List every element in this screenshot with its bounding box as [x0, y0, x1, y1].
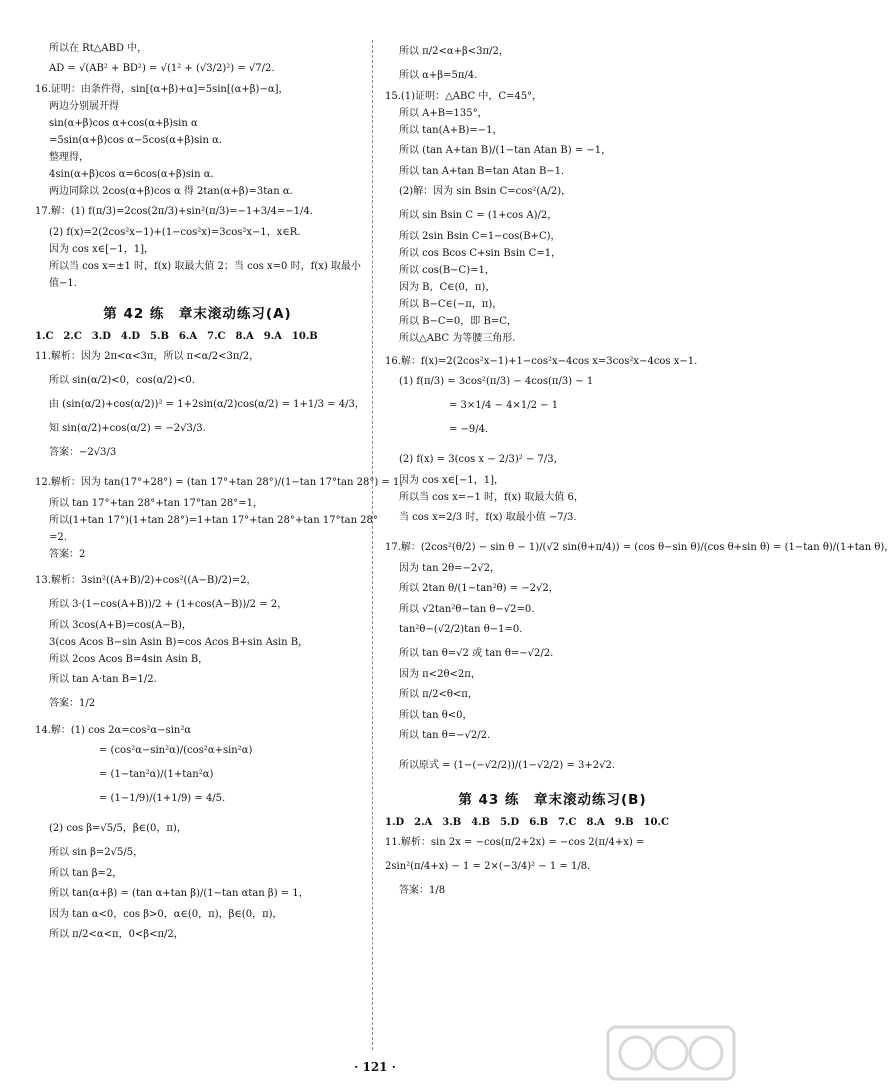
text-line: sin(α+β)cos α+cos(α+β)sin α — [49, 118, 198, 129]
text-line: 当 cos x=2/3 时，f(x) 取最小值 −7/3. — [399, 512, 577, 523]
text-line: 答案：2 — [49, 549, 86, 560]
left-bottom-block — [35, 345, 410, 947]
text-line: = 3×1/4 − 4×1/2 − 1 — [449, 400, 559, 411]
text-line: (2) f(x)=2(2cos²x−1)+(1−cos²x)=3cos²x−1，x∈R. — [49, 227, 301, 238]
text-line: 所以 tan A·tan B=1/2. — [49, 674, 157, 685]
text-line: 所以 tan A+tan B=tan Atan B−1. — [399, 166, 565, 177]
text-line: 因为 cos x∈[−1，1]， — [49, 244, 155, 255]
text-line: 16.证明：由条件得，sin[(α+β)+α]=5sin[(α+β)−α]， — [35, 84, 289, 95]
text-line: 所以 π/2<α<π，0<β<π/2， — [49, 929, 184, 940]
section-heading-42: 第 42 练 章末滚动练习(A) — [103, 306, 292, 322]
right-top-block — [385, 40, 894, 778]
answer-key-42: 1.C 2.C 3.D 4.D 5.B 6.A 7.C 8.A 9.A 10.B — [35, 331, 318, 342]
text-line: 因为 cos x∈[−1，1]， — [399, 475, 505, 486]
text-line: 两边同除以 2cos(α+β)cos α 得 2tan(α+β)=3tan α. — [49, 186, 293, 197]
column-divider — [372, 40, 373, 1050]
text-line: =2. — [49, 532, 67, 543]
text-line: 所以 B−C=0，即 B=C， — [399, 316, 517, 327]
text-line: = (1−1/9)/(1+1/9) = 4/5. — [99, 793, 226, 804]
text-line: 所以当 cos x=±1 时，f(x) 取最大值 2；当 cos x=0 时，f(x) 取最小 — [49, 261, 361, 272]
text-line: (2)解：因为 sin Bsin C=cos²(A/2)， — [399, 186, 572, 197]
text-line: tan²θ−(√2/2)tan θ−1=0. — [399, 624, 523, 635]
text-line: 所以原式 = (1−(−√2/2))/(1−√2/2) = 3+2√2. — [399, 760, 616, 771]
text-line: 所以 tan(A+B)=−1， — [399, 125, 503, 136]
text-line: 所以 tan(α+β) = (tan α+tan β)/(1−tan αtan β) = 1， — [49, 888, 309, 899]
text-line: 所以 (tan A+tan B)/(1−tan Atan B) = −1， — [399, 145, 612, 156]
text-line: 所以 cos(B−C)=1， — [399, 265, 495, 276]
text-line: 所以 2cos Acos B=4sin Asin B， — [49, 654, 209, 665]
text-line: 由 (sin(α/2)+cos(α/2))² = 1+2sin(α/2)cos(α/2) = 1+1/3 = 4/3， — [49, 399, 365, 410]
text-line: 所以 sin(α/2)<0，cos(α/2)<0. — [49, 375, 195, 386]
text-line: 答案：1/8 — [399, 885, 446, 896]
text-line: (1) f(π/3) = 3cos²(π/3) − 4cos(π/3) − 1 — [399, 376, 594, 387]
text-line: 所以当 cos x=−1 时，f(x) 取最大值 6， — [399, 492, 584, 503]
text-line: 答案：1/2 — [49, 698, 96, 709]
text-line: (2) f(x) = 3(cos x − 2/3)² − 7/3， — [399, 454, 564, 465]
text-line: 15.(1)证明：△ABC 中，C=45°， — [385, 91, 543, 102]
text-line: 所以 3cos(A+B)=cos(A−B)， — [49, 620, 192, 631]
right-bottom-block — [385, 831, 720, 903]
text-line: 所以 tan θ=√2 或 tan θ=−√2/2. — [399, 648, 554, 659]
text-line: 14.解：(1) cos 2α=cos²α−sin²α — [35, 725, 192, 736]
text-line: 所以 sin Bsin C = (1+cos A)/2， — [399, 210, 558, 221]
text-line: = (1−tan²α)/(1+tan²α) — [99, 769, 214, 780]
text-line: 因为 tan α<0，cos β>0，α∈(0，π)，β∈(0，π)， — [49, 909, 283, 920]
text-line: 所以 2tan θ/(1−tan²θ) = −2√2， — [399, 583, 559, 594]
text-line: 16.解：f(x)=2(2cos²x−1)+1−cos²x−4cos x=3cos²x−4cos x−1. — [385, 356, 698, 367]
text-line: 所以 tan θ=−√2/2. — [399, 730, 491, 741]
text-line: 两边分别展开得 — [49, 101, 119, 112]
text-line: 所以 tan 17°+tan 28°+tan 17°tan 28°=1， — [49, 498, 263, 509]
text-line: 答案：−2√3/3 — [49, 447, 117, 458]
text-line: 17.解：(1) f(π/3)=2cos(2π/3)+sin²(π/3)=−1+3/4=−1/4. — [35, 206, 313, 217]
text-line: 所以 2sin Bsin C=1−cos(B+C)， — [399, 231, 561, 242]
text-line: 整理得， — [49, 152, 89, 163]
section-heading-43: 第 43 练 章末滚动练习(B) — [458, 792, 647, 808]
text-line: 3(cos Acos B−sin Asin B)=cos Acos B+sin Asin B， — [49, 637, 309, 648]
watermark-logo — [606, 1025, 736, 1081]
text-line: 2sin²(π/4+x) − 1 = 2×(−3/4)² − 1 = 1/8. — [385, 861, 591, 872]
right-column — [385, 40, 894, 903]
text-line: 所以 π/2<α+β<3π/2， — [399, 46, 509, 57]
answer-key-43: 1.D 2.A 3.B 4.B 5.D 6.B 7.C 8.A 9.B 10.C — [385, 817, 669, 828]
text-line: 所以 cos Bcos C+sin Bsin C=1， — [399, 248, 562, 259]
text-line: 因为 B，C∈(0，π)， — [399, 282, 496, 293]
text-line: 所以 π/2<θ<π， — [399, 689, 478, 700]
text-line: 所以在 Rt△ABD 中， — [49, 43, 148, 54]
text-line: 所以 sin β=2√5/5， — [49, 847, 144, 858]
text-line: 值−1. — [49, 278, 77, 289]
text-line: (2) cos β=√5/5，β∈(0，π)， — [49, 823, 187, 834]
text-line: 所以 tan β=2， — [49, 868, 123, 879]
left-column — [35, 40, 410, 947]
text-line: 11.解析：因为 2π<α<3π，所以 π<α/2<3π/2， — [35, 351, 260, 362]
text-line: 4sin(α+β)cos α=6cos(α+β)sin α. — [49, 169, 214, 180]
text-line: 知 sin(α/2)+cos(α/2) = −2√3/3. — [49, 423, 206, 434]
text-line: 11.解析：sin 2x = −cos(π/2+2x) = −cos 2(π/4+x) = — [385, 837, 645, 848]
text-line: = −9/4. — [449, 424, 489, 435]
text-line: 17.解：(2cos²(θ/2) − sin θ − 1)/(√2 sin(θ+π/4)) = (cos θ−sin θ)/(cos θ+sin θ) = (1−tan θ)/(1+tan θ)， — [385, 542, 894, 553]
text-line: = (cos²α−sin²α)/(cos²α+sin²α) — [99, 745, 253, 756]
text-line: 所以 A+B=135°， — [399, 108, 488, 119]
text-line: 所以(1+tan 17°)(1+tan 28°)=1+tan 17°+tan 28°+tan 17°tan 28° — [49, 515, 378, 526]
text-line: 所以 √2tan²θ−tan θ−√2=0. — [399, 604, 535, 615]
text-line: 13.解析：3sin²((A+B)/2)+cos²((A−B)/2)=2， — [35, 575, 257, 586]
text-line: AD = √(AB² + BD²) = √(1² + (√3/2)²) = √7/2. — [49, 63, 275, 74]
text-line: =5sin(α+β)cos α−5cos(α+β)sin α. — [49, 135, 223, 146]
text-line: 所以 3·(1−cos(A+B))/2 + (1+cos(A−B))/2 = 2， — [49, 599, 288, 610]
text-line: 所以 B−C∈(−π，π)， — [399, 299, 503, 310]
page-number: · 121 · — [354, 1060, 396, 1074]
text-line: 所以△ABC 为等腰三角形. — [399, 333, 516, 344]
text-line: 12.解析：因为 tan(17°+28°) = (tan 17°+tan 28°)/(1−tan 17°tan 28°) = 1， — [35, 477, 410, 488]
text-line: 所以 α+β=5π/4. — [399, 70, 478, 81]
left-top-block — [35, 40, 360, 292]
text-line: 因为 tan 2θ=−2√2， — [399, 563, 501, 574]
text-line: 所以 tan θ<0， — [399, 710, 473, 721]
text-line: 因为 π<2θ<2π， — [399, 669, 481, 680]
